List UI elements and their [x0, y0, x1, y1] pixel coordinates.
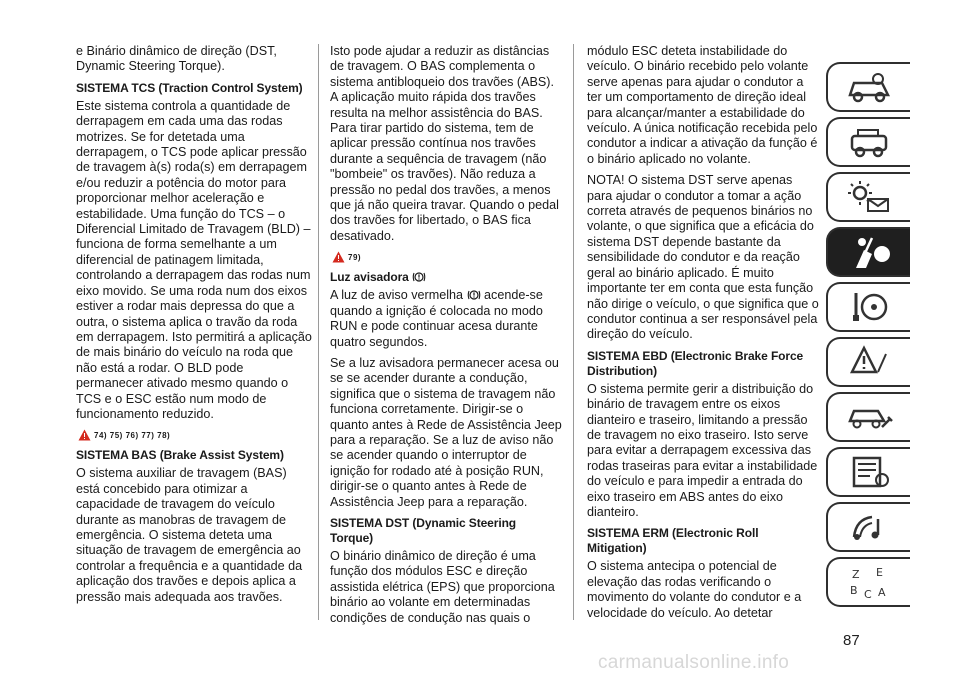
paragraph	[330, 288, 562, 350]
paragraph: e Binário dinâmico de direção (DST, Dynamic Steering Torque).	[76, 44, 277, 74]
svg-text:B: B	[850, 584, 858, 597]
tab-dashboard[interactable]	[826, 62, 910, 112]
tab-specs[interactable]	[826, 447, 910, 497]
paragraph: O sistema permite gerir a distribuição do binário de travagem entre os eixos dianteiro e traseiro, limitando a pressão de travagem no eixo traseiro. Isto serve para evitar a derrapagem excessiva das rodas traseiras para evitar a instabilidade do veículo e para impedir a entrada do eixo traseiro em ABS antes do eixo dianteiro.	[587, 381, 818, 519]
brake-warning-lamp-icon	[467, 289, 481, 301]
warning-triangle-icon	[78, 429, 91, 441]
section-heading-erm: SISTEMA ERM (Electronic Roll Mitigation)	[587, 526, 759, 556]
section-heading-luz	[330, 270, 562, 285]
watermark: carmanualsonline.info	[598, 652, 790, 673]
warning-reference	[78, 428, 312, 442]
tab-index[interactable]	[826, 557, 910, 607]
paragraph: O sistema antecipa o potencial de elevação das rodas verificando o movimento do volante do condutor e a velocidade do veículo. Ao detetar	[587, 559, 802, 620]
page-number: 87	[843, 632, 860, 649]
tab-car[interactable]	[826, 117, 910, 167]
alert-road-icon	[842, 342, 896, 382]
svg-text:A: A	[878, 586, 886, 599]
maintenance-car-icon	[842, 397, 896, 437]
paragraph: O binário dinâmico de direção é uma função dos módulos ESC e direção assistida elétrica (EPS) que proporciona binário ao volante em determinadas condições de condução nas quais o	[330, 548, 555, 625]
chapter-tabs	[826, 62, 914, 612]
warning-refs: 74) 75) 76) 77) 78)	[94, 430, 171, 440]
svg-text:Z: Z	[852, 568, 860, 581]
warning-refs: 79)	[348, 252, 362, 262]
section-heading-bas: SISTEMA BAS (Brake Assist System)	[76, 448, 284, 463]
heading-text: Luz avisadora	[330, 270, 409, 285]
section-heading-tcs: SISTEMA TCS (Traction Control System)	[76, 80, 303, 95]
section-heading-dst: SISTEMA DST (Dynamic Steering Torque)	[330, 515, 517, 545]
svg-text:E: E	[876, 566, 883, 579]
specs-list-icon	[842, 452, 896, 492]
car-side-icon	[842, 122, 896, 162]
safety-airbag-icon	[842, 232, 896, 272]
tab-warning-lights[interactable]	[826, 172, 910, 222]
text-column-3	[587, 44, 819, 627]
warning-lights-icon	[842, 177, 896, 217]
note-paragraph: NOTA! O sistema DST serve apenas para ajudar o condutor a tomar a ação correta através de pequenos binários no volante, o que significa que a eficácia do sistema DST depende bastante da sensibilidade do condutor e da reação geral ao binário aplicado. É muito importante ter em conta que esta função não dirige o veículo, o que significa que o condutor continua a ser responsável pela direção do veículo.	[587, 173, 819, 342]
tab-emergency[interactable]	[826, 337, 910, 387]
warning-reference	[332, 250, 562, 264]
paragraph: O sistema auxiliar de travagem (BAS) está concebido para otimizar a capacidade de travagem do veículo durante as manobras de travagem de emergência. O sistema deteta uma situação de travagem de emergência ao controlar a frequência e a quantidade da aplicação dos travões e depois aplica a pressão mais adequada aos travões.	[76, 466, 303, 604]
wrench-steering-icon	[842, 287, 896, 327]
tab-driving[interactable]	[826, 282, 910, 332]
dashboard-car-icon	[842, 67, 896, 107]
tab-maintenance[interactable]	[826, 392, 910, 442]
index-letters-icon	[842, 562, 896, 602]
paragraph: Este sistema controla a quantidade de derrapagem em cada uma das rodas motrizes. Se for detetada uma derrapagem, o TCS pode aplicar pressão de travagem à(s) roda(s) em derrapagem e/ou reduzir a potência do motor para proporcionar melhor aceleração e estabilidade. Uma função do TCS – o Diferencial Limitado de Travagem (BLD) – funciona de forma semelhante a um diferencial de patinagem limitada, controlando a derrapagem das rodas num eixo movido. Se uma roda num dos eixos estiver a rodar mais depressa do que a outra, o sistema aplica o travão da roda em derrapagem. Isto permitirá a aplicação de mais binário do veículo na roda que não está a rodar. O BLD pode permanecer ativado mesmo quando o TCS e o ESC estão num modo de funcionamento reduzido.	[76, 98, 312, 421]
paragraph: Se a luz avisadora permanecer acesa ou se se acender durante a condução, significa que o sistema de travagem não funciona corretamente. Dirigir-se o quanto antes à Rede de Assistência Jeep para a reparação. Se a luz de aviso não se acender quando o interruptor de ignição for rodado até à posição RUN, dirigir-se o quanto antes à Rede de Assistência Jeep para a reparação.	[330, 355, 562, 509]
text-column-2	[330, 44, 562, 632]
warning-triangle-icon	[332, 251, 345, 263]
section-heading-ebd: SISTEMA EBD (Electronic Brake Force Distribution)	[587, 348, 804, 378]
paragraph: módulo ESC deteta instabilidade do veículo. O binário recebido pelo volante serve apenas para ajudar o condutor a ter um comportamento de direção ideal para alcançar/manter a estabilidade do veículo. A única notificação recebida pelo condutor a indicar a ativação da função é o binário aplicado no volante.	[587, 44, 818, 166]
text-column-1	[76, 44, 312, 611]
column-divider	[318, 44, 319, 620]
tab-safety[interactable]	[826, 227, 910, 277]
tab-multimedia[interactable]	[826, 502, 910, 552]
text: acende-se quando a ignição é colocada no modo RUN e pode continuar acesa durante quatro segundos.	[330, 288, 543, 349]
text: A luz de aviso vermelha	[330, 288, 464, 303]
brake-warning-lamp-icon	[412, 271, 426, 283]
column-divider	[573, 44, 574, 620]
paragraph: Isto pode ajudar a reduzir as distâncias de travagem. O BAS complementa o sistema antibloqueio dos travões (ABS). A aplicação muito rápida dos travões resulta na melhor assistência do BAS. Para tirar partido do sistema, tem de aplicar pressão contínua nos travões durante a sequência de travagem (não "bombeie" os travões). Não reduza a pressão no pedal dos travões, a menos que já não queira travar. Quando o pedal dos travões for libertado, o BAS fica desativado.	[330, 44, 559, 243]
svg-text:C: C	[864, 588, 872, 601]
multimedia-icon	[842, 507, 896, 547]
